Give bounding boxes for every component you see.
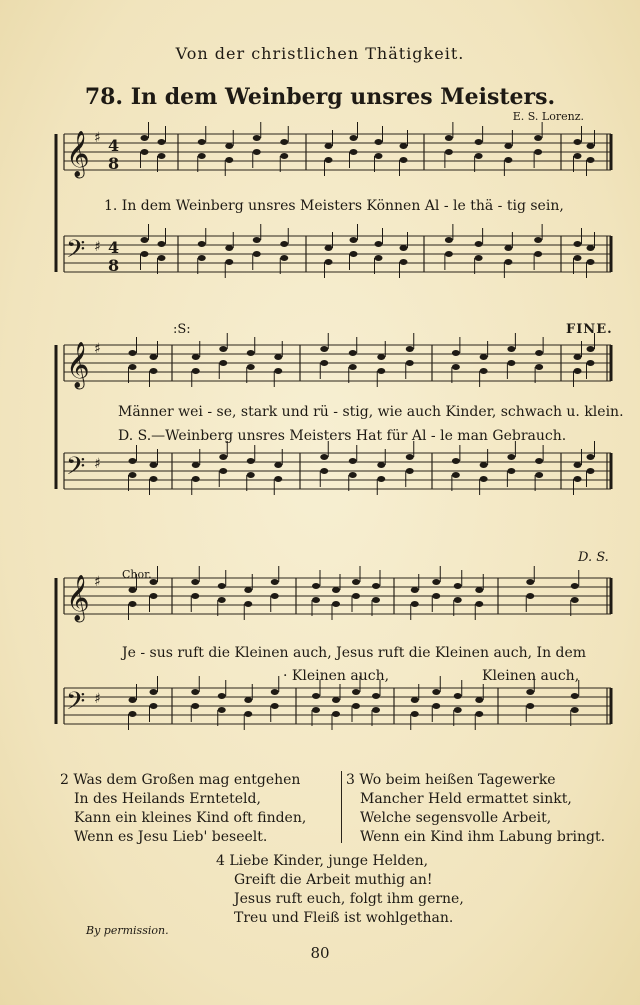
note-head <box>352 593 360 599</box>
lyric-echo-2: Kleinen auch, <box>482 668 580 684</box>
verse-3-line-1: 3 Wo beim heißen Tagewerke <box>346 772 556 788</box>
note-head <box>535 350 543 356</box>
note-head <box>587 259 595 265</box>
note-head <box>325 259 333 265</box>
verse-3-line-3: Welche segensvolle Arbeit, <box>360 810 552 826</box>
note-head <box>574 241 582 247</box>
note-head <box>350 149 358 155</box>
note-head <box>218 707 226 713</box>
verse-2-line-2: In des Heilands Ernteteld, <box>74 791 261 807</box>
note-head <box>375 255 383 261</box>
note-head <box>150 368 158 374</box>
note-head <box>312 707 320 713</box>
note-head <box>198 255 206 261</box>
note-head <box>129 587 137 593</box>
note-head <box>475 711 483 717</box>
verse-4-line-4: Treu und Fleiß ist wohlgethan. <box>234 910 454 926</box>
time-signature-bottom: 8 <box>108 154 120 173</box>
lyric-echo-1: · Kleinen auch, <box>283 668 390 684</box>
note-head <box>375 153 383 159</box>
note-head <box>218 693 226 699</box>
bass-clef-icon: 𝄢 <box>66 235 86 270</box>
note-head <box>247 350 255 356</box>
note-head <box>129 472 137 478</box>
note-head <box>587 245 595 251</box>
permission-note: By permission. <box>86 924 169 937</box>
note-head <box>244 711 252 717</box>
note-head <box>372 707 380 713</box>
note-head <box>480 368 488 374</box>
note-head <box>244 697 252 703</box>
note-head <box>158 241 166 247</box>
note-head <box>375 139 383 145</box>
note-head <box>445 135 453 141</box>
note-head <box>400 143 408 149</box>
note-head <box>534 251 542 257</box>
note-head <box>271 579 279 585</box>
sharp-icon: ♯ <box>94 341 101 357</box>
note-head <box>406 360 414 366</box>
note-head <box>349 350 357 356</box>
note-head <box>192 354 200 360</box>
verse-3-line-2: Mancher Held ermattet sinkt, <box>360 791 572 807</box>
note-head <box>192 368 200 374</box>
section-heading: Von der christlichen Thätigkeit. <box>175 44 465 63</box>
note-head <box>377 368 385 374</box>
note-head <box>480 354 488 360</box>
note-head <box>320 468 328 474</box>
note-head <box>219 346 227 352</box>
note-head <box>225 157 233 163</box>
note-head <box>375 241 383 247</box>
note-head <box>587 454 595 460</box>
note-head <box>150 354 158 360</box>
note-head <box>534 135 542 141</box>
treble-clef-icon: 𝄞 <box>66 575 90 621</box>
note-head <box>452 364 460 370</box>
lyric-line-1: 1. In dem Weinberg unsres Meisters Können Al - le thä - tig sein, <box>104 198 564 214</box>
note-head <box>225 143 233 149</box>
note-head <box>150 476 158 482</box>
note-head <box>325 157 333 163</box>
lyric-line-2: Männer wei - se, stark und rü - stig, wie auch Kinder, schwach u. klein. <box>118 404 624 420</box>
note-head <box>141 251 149 257</box>
note-head <box>191 703 199 709</box>
note-head <box>219 468 227 474</box>
time-signature-top: 4 <box>108 238 120 257</box>
verse-4 <box>216 852 464 928</box>
note-head <box>244 587 252 593</box>
note-head <box>280 241 288 247</box>
note-head <box>504 259 512 265</box>
note-head <box>158 153 166 159</box>
note-head <box>571 583 579 589</box>
sharp-icon: ♯ <box>94 130 101 146</box>
note-head <box>587 157 595 163</box>
note-head <box>574 354 582 360</box>
note-head <box>320 454 328 460</box>
note-head <box>432 703 440 709</box>
note-head <box>454 693 462 699</box>
hymn-title: 78. In dem Weinberg unsres Meisters. <box>84 84 556 110</box>
note-head <box>574 139 582 145</box>
note-head <box>432 579 440 585</box>
note-head <box>191 579 199 585</box>
note-head <box>150 462 158 468</box>
note-head <box>274 368 282 374</box>
note-head <box>475 255 483 261</box>
note-head <box>218 597 226 603</box>
sharp-icon: ♯ <box>94 691 101 707</box>
note-head <box>571 707 579 713</box>
note-head <box>475 601 483 607</box>
note-head <box>535 472 543 478</box>
note-head <box>274 354 282 360</box>
verse-4-line-2: Greift die Arbeit muthig an! <box>234 872 433 888</box>
note-head <box>535 458 543 464</box>
note-head <box>432 689 440 695</box>
lyric-line-chorus: Je - sus ruft die Kleinen auch, Jesus ruft die Kleinen auch, In dem <box>122 645 587 661</box>
note-head <box>504 245 512 251</box>
note-head <box>253 251 261 257</box>
bass-clef-icon: 𝄢 <box>66 452 86 487</box>
note-head <box>158 139 166 145</box>
note-head <box>411 697 419 703</box>
fine-marker: FINE. <box>566 322 613 337</box>
note-head <box>475 153 483 159</box>
note-head <box>452 458 460 464</box>
composer-credit: E. S. Lorenz. <box>512 110 584 123</box>
note-head <box>445 251 453 257</box>
note-head <box>587 468 595 474</box>
note-head <box>452 350 460 356</box>
sharp-icon: ♯ <box>94 239 101 255</box>
note-head <box>253 149 261 155</box>
note-head <box>574 153 582 159</box>
note-head <box>350 237 358 243</box>
note-head <box>574 476 582 482</box>
note-head <box>129 711 137 717</box>
note-head <box>526 593 534 599</box>
note-head <box>377 476 385 482</box>
note-head <box>526 703 534 709</box>
sharp-icon: ♯ <box>94 456 101 472</box>
note-head <box>587 346 595 352</box>
note-head <box>349 458 357 464</box>
verse-2 <box>60 771 306 847</box>
note-head <box>377 462 385 468</box>
note-head <box>192 476 200 482</box>
note-head <box>507 468 515 474</box>
note-head <box>320 360 328 366</box>
note-head <box>332 697 340 703</box>
page-number: 80 <box>310 944 330 962</box>
note-head <box>192 462 200 468</box>
verse-3 <box>346 771 605 847</box>
note-head <box>504 157 512 163</box>
segno-marker: :S: <box>173 322 191 337</box>
time-signature-top: 4 <box>108 136 120 155</box>
note-head <box>247 458 255 464</box>
note-head <box>247 472 255 478</box>
note-head <box>406 454 414 460</box>
note-head <box>480 462 488 468</box>
verse-2-line-1: 2 Was dem Großen mag entgehen <box>60 772 301 788</box>
note-head <box>129 458 137 464</box>
note-head <box>129 697 137 703</box>
note-head <box>271 689 279 695</box>
sharp-icon: ♯ <box>94 574 101 590</box>
note-head <box>219 454 227 460</box>
note-head <box>271 593 279 599</box>
note-head <box>352 689 360 695</box>
note-head <box>372 693 380 699</box>
note-head <box>445 149 453 155</box>
note-head <box>320 346 328 352</box>
note-head <box>480 476 488 482</box>
note-head <box>475 587 483 593</box>
note-head <box>129 364 137 370</box>
note-head <box>507 346 515 352</box>
note-head <box>129 350 137 356</box>
verse-2-line-3: Kann ein kleines Kind oft finden, <box>74 810 307 826</box>
note-head <box>280 139 288 145</box>
note-head <box>372 597 380 603</box>
note-head <box>219 360 227 366</box>
note-head <box>534 237 542 243</box>
note-head <box>218 583 226 589</box>
note-head <box>225 259 233 265</box>
bass-clef-icon: 𝄢 <box>66 687 86 722</box>
note-head <box>507 360 515 366</box>
note-head <box>574 255 582 261</box>
note-head <box>587 143 595 149</box>
note-head <box>475 697 483 703</box>
note-head <box>454 583 462 589</box>
note-head <box>352 579 360 585</box>
note-head <box>411 601 419 607</box>
note-head <box>372 583 380 589</box>
note-head <box>247 364 255 370</box>
note-head <box>312 693 320 699</box>
note-head <box>129 601 137 607</box>
note-head <box>198 153 206 159</box>
note-head <box>198 139 206 145</box>
note-head <box>332 587 340 593</box>
note-head <box>571 693 579 699</box>
note-head <box>352 703 360 709</box>
verse-3-line-4: Wenn ein Kind ihm Labung bringt. <box>360 829 606 845</box>
note-head <box>406 468 414 474</box>
note-head <box>244 601 252 607</box>
note-head <box>325 245 333 251</box>
note-head <box>452 472 460 478</box>
note-head <box>350 135 358 141</box>
treble-clef-icon: 𝄞 <box>66 131 90 177</box>
note-head <box>253 135 261 141</box>
note-head <box>454 707 462 713</box>
note-head <box>349 472 357 478</box>
note-head <box>475 241 483 247</box>
note-head <box>312 583 320 589</box>
verse-divider <box>341 771 342 843</box>
note-head <box>312 597 320 603</box>
note-head <box>534 149 542 155</box>
note-head <box>198 241 206 247</box>
note-head <box>191 689 199 695</box>
note-head <box>406 346 414 352</box>
note-head <box>271 703 279 709</box>
note-head <box>507 454 515 460</box>
note-head <box>274 476 282 482</box>
note-head <box>411 587 419 593</box>
note-head <box>587 360 595 366</box>
note-head <box>445 237 453 243</box>
note-head <box>150 689 158 695</box>
note-head <box>475 139 483 145</box>
note-head <box>253 237 261 243</box>
note-head <box>332 711 340 717</box>
note-head <box>274 462 282 468</box>
note-head <box>191 593 199 599</box>
note-head <box>377 354 385 360</box>
note-head <box>280 153 288 159</box>
verse-4-line-3: Jesus ruft euch, folgt ihm gerne, <box>234 891 464 907</box>
note-head <box>400 245 408 251</box>
note-head <box>141 237 149 243</box>
note-head <box>454 597 462 603</box>
chorus-marker: Chor. <box>122 568 152 581</box>
note-head <box>526 689 534 695</box>
note-head <box>325 143 333 149</box>
lyric-line-ds: D. S.—Weinberg unsres Meisters Hat für Al - le man Gebrauch. <box>118 428 567 444</box>
note-head <box>411 711 419 717</box>
verse-2-line-4: Wenn es Jesu Lieb' beseelt. <box>74 829 268 845</box>
note-head <box>535 364 543 370</box>
note-head <box>574 368 582 374</box>
note-head <box>400 157 408 163</box>
time-signature-bottom: 8 <box>108 256 120 275</box>
note-head <box>526 579 534 585</box>
note-head <box>349 364 357 370</box>
note-head <box>280 255 288 261</box>
treble-clef-icon: 𝄞 <box>66 342 90 388</box>
note-head <box>332 601 340 607</box>
note-head <box>158 255 166 261</box>
note-head <box>571 597 579 603</box>
note-head <box>150 703 158 709</box>
note-head <box>141 135 149 141</box>
note-head <box>150 593 158 599</box>
note-head <box>225 245 233 251</box>
note-head <box>504 143 512 149</box>
note-head <box>141 149 149 155</box>
ds-marker: D. S. <box>578 550 609 565</box>
verse-4-line-1: 4 Liebe Kinder, junge Helden, <box>216 853 429 869</box>
note-head <box>574 462 582 468</box>
note-head <box>350 251 358 257</box>
note-head <box>432 593 440 599</box>
note-head <box>400 259 408 265</box>
